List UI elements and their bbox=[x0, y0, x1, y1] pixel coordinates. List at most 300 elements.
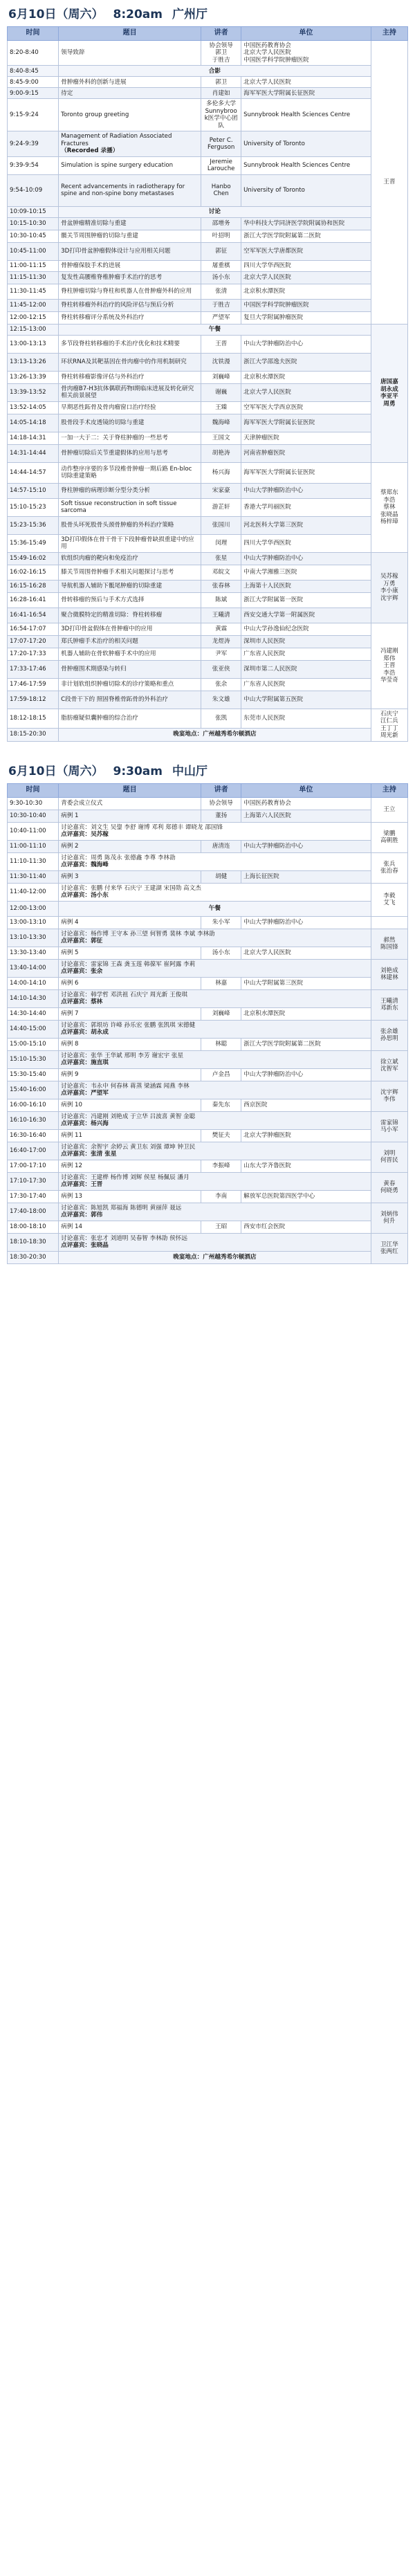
time-cell: 14:31-14:44 bbox=[8, 444, 59, 462]
unit-cell: 中国医学科学院肿瘤医院 bbox=[241, 299, 371, 311]
topic-title: 软组织肉瘤的靶向和免疫治疗 bbox=[61, 555, 138, 563]
topic-cell bbox=[59, 580, 201, 592]
comment-guests: 点评嘉宾：胡永成 bbox=[61, 1029, 109, 1036]
topic-cell bbox=[59, 797, 201, 810]
table-row bbox=[8, 929, 408, 947]
chair-name: 徐立斌 bbox=[380, 1058, 398, 1066]
table-row bbox=[8, 1099, 408, 1111]
topic-cell bbox=[59, 271, 201, 284]
unit-cell: 中山大学肿瘤防治中心 bbox=[241, 916, 371, 929]
topic-title: Recent advancements in radiotherapy for spine and non-spine bony metastases bbox=[61, 183, 185, 198]
unit-cell: 天津肿瘤医院 bbox=[241, 432, 371, 444]
chair-name: 艾飞 bbox=[383, 899, 396, 907]
table-row bbox=[8, 1203, 408, 1221]
unit-cell: 浙江大学邵逸夫医院 bbox=[241, 353, 371, 371]
table-row bbox=[8, 1129, 408, 1142]
unit-cell: 西安市红会医院 bbox=[241, 1221, 371, 1233]
speaker-cell: 张星 bbox=[201, 552, 241, 565]
speaker-cell: 谢巍 bbox=[201, 383, 241, 401]
time-cell: 17:20-17:33 bbox=[8, 648, 59, 660]
topic-cell bbox=[59, 916, 201, 929]
unit-cell: 中山大学肿瘤防治中心 bbox=[241, 1068, 371, 1081]
chair-name: 李毅 bbox=[383, 892, 396, 899]
speaker-cell: 王曦清 bbox=[201, 608, 241, 623]
unit-cell: 北京大学人民医院 bbox=[241, 77, 371, 88]
chair-name: 沈智军 bbox=[380, 1066, 398, 1073]
speaker-cell: 魏海峰 bbox=[201, 414, 241, 432]
unit-cell: 广东省人民医院 bbox=[241, 678, 371, 691]
table-row bbox=[8, 131, 408, 156]
chair-cell bbox=[371, 1081, 407, 1111]
topic-title: 病例 2 bbox=[61, 843, 79, 850]
chair-name: 蔡郑东 bbox=[380, 489, 398, 497]
table-row bbox=[8, 462, 408, 483]
table-row bbox=[8, 989, 408, 1007]
chair-name: 蔡林 bbox=[383, 504, 396, 511]
topic-title: 动作整序序要的多节段椎骨肿瘤一期后路 En-bloc 切除重建策略 bbox=[61, 465, 192, 480]
topic-cell bbox=[59, 371, 201, 383]
chair-name: 雷家锦 bbox=[380, 1119, 398, 1126]
chair-name: 王丁丁 bbox=[380, 724, 398, 732]
table-row bbox=[8, 271, 408, 284]
unit-cell: 北京积水潭医院 bbox=[241, 284, 371, 299]
topic-cell bbox=[59, 131, 201, 156]
chair-name: 黄春 bbox=[383, 1180, 396, 1187]
table-row bbox=[8, 66, 408, 77]
speaker-cell: 刘巍峰 bbox=[201, 1007, 241, 1020]
speaker-cell: 胡健 bbox=[201, 870, 241, 883]
chair-cell bbox=[371, 41, 407, 325]
topic-title: 脊柱转移瘤外科治疗的风险评估与预后分析 bbox=[61, 302, 174, 309]
discussion-guests: 讨论嘉宾：刘文生 吴鋆 李舒 谢博 邓利 郑德丰 谭晓龙 邵国锋 bbox=[61, 823, 223, 831]
chair-cell bbox=[371, 959, 407, 989]
comment-guests: 点评嘉宾：汤小东 bbox=[61, 892, 109, 899]
topic-title: 脂肪瘤疑似囊肿瘤的综合治疗 bbox=[61, 714, 138, 722]
time-cell: 15:49-16:02 bbox=[8, 552, 59, 565]
table-row bbox=[8, 284, 408, 299]
topic-cell bbox=[59, 660, 201, 678]
time-cell: 10:45-11:00 bbox=[8, 242, 59, 260]
session-break: 晚宴地点：广州越秀希尔顿酒店 bbox=[59, 728, 371, 741]
unit-cell: 中山大学附属第五医院 bbox=[241, 691, 371, 709]
chair-name: 李亚平 bbox=[380, 393, 398, 401]
chair-name: 李浩 bbox=[383, 669, 396, 677]
time-cell: 14:40-15:00 bbox=[8, 1020, 59, 1038]
time-cell: 16:30-16:40 bbox=[8, 1129, 59, 1142]
topic-title: 股骨段手术皮透镜的切除与重建 bbox=[61, 419, 145, 427]
discussion-cell bbox=[59, 1142, 371, 1160]
time-cell: 14:30-14:40 bbox=[8, 1007, 59, 1020]
discussion-guests: 讨论嘉宾：韦永中 何春林 蒋蒸 梁涵霖 闻燕 李林 bbox=[61, 1082, 190, 1090]
discussion-guests: 讨论嘉宾：王建桦 杨作博 刘辉 侯星 杨佩辰 潘月 bbox=[61, 1173, 190, 1181]
topic-cell bbox=[59, 1160, 201, 1172]
discussion-guests: 讨论嘉宾：冯建刚 刘艳成 于立华 吕波喜 黄智 金聪 bbox=[61, 1113, 196, 1120]
topic-title: 骨肿瘤外科的创新与进展 bbox=[61, 78, 127, 86]
table-row bbox=[8, 1233, 408, 1251]
chair-name: 石庆宁 bbox=[380, 710, 398, 718]
table-row bbox=[8, 1221, 408, 1233]
session-title bbox=[7, 757, 408, 783]
topic-title: 病例 11 bbox=[61, 1132, 82, 1140]
time-cell: 18:12-18:15 bbox=[8, 709, 59, 728]
chair-name: 王晋 bbox=[383, 662, 396, 670]
chair-name: 李伟 bbox=[383, 1096, 396, 1104]
topic-title: 病例 1 bbox=[61, 812, 79, 820]
topic-title: Soft tissue reconstruction in soft tissue sarcoma bbox=[61, 500, 177, 515]
table-row bbox=[8, 1068, 408, 1081]
chair-name: 林建林 bbox=[380, 974, 398, 982]
time-cell: 15:10-15:30 bbox=[8, 1050, 59, 1068]
time-cell: 17:07-17:20 bbox=[8, 635, 59, 648]
table-header-row bbox=[8, 783, 408, 797]
topic-cell bbox=[59, 678, 201, 691]
chair-name: 周光新 bbox=[380, 732, 398, 740]
topic-title: 骨盆肿瘤精准切除与重建 bbox=[61, 220, 127, 228]
table-row bbox=[8, 444, 408, 462]
speaker-cell: 于胜吉 bbox=[201, 299, 241, 311]
chair-cell bbox=[371, 709, 407, 741]
time-cell: 15:00-15:10 bbox=[8, 1038, 59, 1050]
unit-cell: 西安交通大学第一附属医院 bbox=[241, 608, 371, 623]
session-break: 合影 bbox=[59, 66, 371, 77]
topic-cell bbox=[59, 88, 201, 99]
discussion-cell bbox=[59, 883, 371, 901]
session-title bbox=[7, 0, 408, 26]
chair-name: 刘艳成 bbox=[380, 967, 398, 974]
chair-cell bbox=[371, 1020, 407, 1050]
agenda-page bbox=[0, 0, 415, 1264]
unit-cell: 华中科技大学同济医学院附属协和医院 bbox=[241, 217, 371, 230]
time-cell: 9:54-10:09 bbox=[8, 174, 59, 206]
time-cell: 11:00-11:10 bbox=[8, 840, 59, 852]
table-row bbox=[8, 883, 408, 901]
speaker-cell: 邵增务 bbox=[201, 217, 241, 230]
column-header: 单位 bbox=[241, 27, 371, 41]
chair-name: 梁鹏 bbox=[383, 830, 396, 837]
discussion-cell bbox=[59, 1020, 371, 1038]
topic-cell bbox=[59, 810, 201, 822]
time-cell: 13:40-14:00 bbox=[8, 959, 59, 977]
unit-cell: 浙江大学医学院附属第二医院 bbox=[241, 230, 371, 242]
time-cell: 10:40-11:00 bbox=[8, 822, 59, 840]
time-cell: 15:30-15:40 bbox=[8, 1068, 59, 1081]
speaker-cell: 张余 bbox=[201, 678, 241, 691]
table-row bbox=[8, 414, 408, 432]
topic-title: 环状RNA及其靶基因在骨肉瘤中的作用机制研究 bbox=[61, 358, 187, 366]
topic-title: 3D打印骨盆假体在骨肿瘤中的应用 bbox=[61, 625, 153, 633]
topic-cell bbox=[59, 401, 201, 414]
unit-cell: 中山大学孙逸仙纪念医院 bbox=[241, 623, 371, 635]
table-row bbox=[8, 840, 408, 852]
time-cell: 17:59-18:12 bbox=[8, 691, 59, 709]
speaker-cell: 协会领导 郭卫 于胜吉 bbox=[201, 41, 241, 66]
time-cell: 16:41-16:54 bbox=[8, 608, 59, 623]
topic-title: 3D打印假体在骨干骨干下段肿瘤骨缺损重建中的应用 bbox=[61, 536, 194, 551]
time-cell: 16:54-17:07 bbox=[8, 623, 59, 635]
topic-title: Toronto group greeting bbox=[61, 111, 129, 119]
time-cell: 11:10-11:30 bbox=[8, 852, 59, 870]
chair-name: 李浩 bbox=[383, 496, 396, 504]
speaker-cell: 李振峰 bbox=[201, 1160, 241, 1172]
chair-name: 王曦清 bbox=[380, 997, 398, 1005]
speaker-cell: Hanbo Chen bbox=[201, 174, 241, 206]
time-cell: 11:00-11:15 bbox=[8, 260, 59, 271]
chair-name: 卫江华 bbox=[380, 1241, 398, 1248]
column-header: 讲者 bbox=[201, 783, 241, 797]
time-cell: 10:15-10:30 bbox=[8, 217, 59, 230]
comment-guests: 点评嘉宾：杨兴海 bbox=[61, 1120, 109, 1128]
time-cell: 11:45-12:00 bbox=[8, 299, 59, 311]
table-row bbox=[8, 870, 408, 883]
table-row bbox=[8, 311, 408, 324]
discussion-cell bbox=[59, 959, 371, 977]
unit-cell: 中南大学湘雅三医院 bbox=[241, 565, 371, 580]
comment-guests: 点评嘉宾：张余 bbox=[61, 968, 103, 976]
time-cell: 18:30-20:30 bbox=[8, 1251, 59, 1263]
chair-name: 张余雄 bbox=[380, 1027, 398, 1035]
table-row bbox=[8, 1111, 408, 1129]
table-header-row bbox=[8, 27, 408, 41]
discussion-guests: 讨论嘉宾：韩学哲 邓洪祖 石庆宁 周光新 王俊琪 bbox=[61, 991, 187, 998]
discussion-guests: 讨论嘉宾：周勇 陈茂永 张德鑫 李尊 李林劭 bbox=[61, 854, 176, 861]
column-header: 讲者 bbox=[201, 27, 241, 41]
table-row bbox=[8, 1007, 408, 1020]
topic-title: 早期恶性跖骨及骨肉瘤窗口治疗经验 bbox=[61, 404, 156, 412]
table-row bbox=[8, 1050, 408, 1068]
time-cell: 16:00-16:10 bbox=[8, 1099, 59, 1111]
discussion-cell bbox=[59, 852, 371, 870]
column-header: 时间 bbox=[8, 783, 59, 797]
column-header: 主持 bbox=[371, 783, 407, 797]
time-cell: 13:00-13:13 bbox=[8, 335, 59, 353]
topic-title: 脊柱转移瘤影像评估与外科治疗 bbox=[61, 374, 145, 381]
table-row bbox=[8, 516, 408, 534]
comment-guests: 点评嘉宾：蔡林 bbox=[61, 998, 103, 1006]
comment-guests: 点评嘉宾：吴苏稼 bbox=[61, 831, 109, 839]
chair-cell bbox=[371, 324, 407, 462]
speaker-cell: 王晋 bbox=[201, 335, 241, 353]
topic-title: 病例 3 bbox=[61, 873, 79, 881]
topic-cell bbox=[59, 335, 201, 353]
topic-cell bbox=[59, 840, 201, 852]
topic-cell bbox=[59, 217, 201, 230]
time-cell: 10:30-10:40 bbox=[8, 810, 59, 822]
speaker-cell: 多伦多大学 Sunnybrook医学中心团队 bbox=[201, 99, 241, 131]
chair-cell bbox=[371, 822, 407, 852]
table-row bbox=[8, 156, 408, 174]
unit-cell: 东莞市人民医院 bbox=[241, 709, 371, 728]
table-row bbox=[8, 99, 408, 131]
speaker-cell: 朱文雄 bbox=[201, 691, 241, 709]
chair-name: 何升 bbox=[383, 1218, 396, 1225]
speaker-cell: 肖建如 bbox=[201, 88, 241, 99]
table-row bbox=[8, 592, 408, 608]
session-break: 晚宴地点：广州越秀希尔顿酒店 bbox=[59, 1251, 371, 1263]
unit-cell: 中国医药教育协会 北京大学人民医院 中国医学科学院肿瘤医院 bbox=[241, 41, 371, 66]
chair-cell bbox=[371, 916, 407, 929]
session-break: 午餐 bbox=[59, 901, 371, 916]
comment-guests: 点评嘉宾：魏海峰 bbox=[61, 861, 109, 869]
topic-cell bbox=[59, 383, 201, 401]
table-row bbox=[8, 498, 408, 516]
discussion-cell bbox=[59, 822, 371, 840]
time-cell: 9:24-9:39 bbox=[8, 131, 59, 156]
table-row bbox=[8, 335, 408, 353]
topic-title: 导航机器人辅助下骶尾肿瘤的切除重建 bbox=[61, 583, 163, 590]
topic-cell bbox=[59, 1221, 201, 1233]
topic-title: 一加一大于二：关于脊柱肿瘤的一些思考 bbox=[61, 435, 168, 442]
table-row bbox=[8, 1020, 408, 1038]
table-row bbox=[8, 1251, 408, 1263]
unit-cell: University of Toronto bbox=[241, 174, 371, 206]
topic-title: 骨肉瘤B7-H3抗体偶联药物I期临床进展及转化研究相关前景展望 bbox=[61, 385, 194, 400]
speaker-cell: 陈斌 bbox=[201, 592, 241, 608]
chair-name: 孙思明 bbox=[380, 1035, 398, 1043]
table-row bbox=[8, 565, 408, 580]
chair-name: 李小康 bbox=[380, 587, 398, 595]
table-row bbox=[8, 959, 408, 977]
time-cell: 13:26-13:39 bbox=[8, 371, 59, 383]
topic-title: 脊柱肿瘤切除与脊柱和机器人在骨肿瘤外科的应用 bbox=[61, 288, 192, 295]
table-row bbox=[8, 580, 408, 592]
topic-title: 聚合微膜特定的精准切除：脊柱转移瘤 bbox=[61, 612, 163, 619]
topic-cell bbox=[59, 260, 201, 271]
table-row bbox=[8, 230, 408, 242]
discussion-guests: 讨论嘉宾：张华 王华斌 邢明 李芳 谢宏宇 张星 bbox=[61, 1052, 184, 1059]
topic-title: 髋关节周围肿瘤的切除与重建 bbox=[61, 232, 138, 240]
speaker-cell: 樊征夫 bbox=[201, 1129, 241, 1142]
time-cell: 17:10-17:30 bbox=[8, 1172, 59, 1190]
unit-cell: 北京大学人民医院 bbox=[241, 271, 371, 284]
unit-cell: 浙江大学医学院附属第二医院 bbox=[241, 1038, 371, 1050]
unit-cell: 中山大学肿瘤防治中心 bbox=[241, 840, 371, 852]
chair-name: 张治春 bbox=[380, 868, 398, 875]
topic-title: 膝关节周围骨肿瘤手术相关问题探讨与思考 bbox=[61, 569, 174, 576]
speaker-cell: 尹军 bbox=[201, 648, 241, 660]
table-row bbox=[8, 206, 408, 217]
chair-cell bbox=[371, 1111, 407, 1142]
topic-title: 3D打印骨盆肿瘤假体设计与应用相关问题 bbox=[61, 248, 171, 255]
table-row bbox=[8, 608, 408, 623]
topic-cell bbox=[59, 414, 201, 432]
chair-name: 万勇 bbox=[383, 580, 396, 587]
topic-cell bbox=[59, 516, 201, 534]
topic-title: 复发性高腰椎脊椎肿瘤手术治疗的思考 bbox=[61, 274, 163, 282]
topic-title: 骨肿瘤围术期感染与转归 bbox=[61, 666, 127, 673]
topic-title: 多节段脊柱转移瘤的手术治疗优化和技术精要 bbox=[61, 340, 180, 348]
session-date: 6月10日（周六） bbox=[8, 764, 104, 778]
time-cell: 12:00-13:00 bbox=[8, 901, 59, 916]
topic-cell bbox=[59, 552, 201, 565]
topic-cell bbox=[59, 99, 201, 131]
chair-cell bbox=[371, 797, 407, 822]
time-cell: 13:39-13:52 bbox=[8, 383, 59, 401]
comment-guests: 点评嘉宾：郭伟 bbox=[61, 1212, 103, 1219]
unit-cell: 海军军医大学附属长征医院 bbox=[241, 414, 371, 432]
discussion-cell bbox=[59, 1111, 371, 1129]
unit-cell: 四川大学华西医院 bbox=[241, 534, 371, 552]
chair-cell bbox=[371, 1050, 407, 1081]
chair-cell bbox=[371, 883, 407, 916]
time-cell: 11:40-12:00 bbox=[8, 883, 59, 901]
unit-cell: 浙江大学附属第一医院 bbox=[241, 592, 371, 608]
unit-cell: Sunnybrook Health Sciences Centre bbox=[241, 156, 371, 174]
table-row bbox=[8, 41, 408, 66]
unit-cell: 上海第十人民医院 bbox=[241, 580, 371, 592]
unit-cell: 海军军医大学附属长征医院 bbox=[241, 462, 371, 483]
speaker-cell: 张清 bbox=[201, 284, 241, 299]
unit-cell: 深圳市第二人民医院 bbox=[241, 660, 371, 678]
topic-cell bbox=[59, 870, 201, 883]
unit-cell: 香港大学玛丽医院 bbox=[241, 498, 371, 516]
table-row bbox=[8, 324, 408, 335]
topic-cell bbox=[59, 947, 201, 959]
speaker-cell: 游芷轩 bbox=[201, 498, 241, 516]
column-header: 主持 bbox=[371, 27, 407, 41]
unit-cell: 解放军总医院第四医学中心 bbox=[241, 1190, 371, 1203]
topic-title: 股骨头坏死股骨头颈骨肿瘤的外科治疗策略 bbox=[61, 522, 174, 529]
table-row bbox=[8, 852, 408, 870]
table-row bbox=[8, 88, 408, 99]
table-row bbox=[8, 483, 408, 498]
agenda-table bbox=[7, 26, 408, 742]
table-row bbox=[8, 1160, 408, 1172]
table-row bbox=[8, 648, 408, 660]
speaker-cell: 卢金昌 bbox=[201, 1068, 241, 1081]
topic-cell bbox=[59, 1007, 201, 1020]
time-cell: 13:00-13:10 bbox=[8, 916, 59, 929]
comment-guests: 点评嘉宾：郭征 bbox=[61, 938, 103, 945]
table-row bbox=[8, 217, 408, 230]
time-cell: 15:23-15:36 bbox=[8, 516, 59, 534]
speaker-cell: 张亚侠 bbox=[201, 660, 241, 678]
topic-title: 病例 6 bbox=[61, 980, 79, 987]
time-cell: 13:30-13:40 bbox=[8, 947, 59, 959]
speaker-cell: 朱小军 bbox=[201, 916, 241, 929]
chair-cell bbox=[371, 623, 407, 709]
discussion-cell bbox=[59, 1203, 371, 1221]
speaker-cell: 郭征 bbox=[201, 242, 241, 260]
topic-cell bbox=[59, 1038, 201, 1050]
topic-title: 病例 7 bbox=[61, 1010, 79, 1018]
topic-title: Management of Radiation Associated Fractures bbox=[61, 133, 172, 147]
topic-cell bbox=[59, 709, 201, 728]
topic-title: 骨肿瘤切除后关节重建假体的应用与思考 bbox=[61, 450, 168, 457]
chair-name: 周勇 bbox=[383, 400, 396, 408]
discussion-cell bbox=[59, 989, 371, 1007]
speaker-cell: 唐清连 bbox=[201, 840, 241, 852]
time-cell: 8:20-8:40 bbox=[8, 41, 59, 66]
time-cell: 15:40-16:00 bbox=[8, 1081, 59, 1099]
chair-name: 沈宇辉 bbox=[380, 1088, 398, 1096]
time-cell: 9:30-10:30 bbox=[8, 797, 59, 810]
topic-cell bbox=[59, 635, 201, 648]
chair-name: 唐国嘉 bbox=[380, 378, 398, 386]
topic-title: 非计划软组织肿瘤切除术的诊疗策略和重点 bbox=[61, 681, 174, 688]
time-cell: 9:00-9:15 bbox=[8, 88, 59, 99]
time-cell: 12:15-13:00 bbox=[8, 324, 59, 335]
time-cell: 11:30-11:40 bbox=[8, 870, 59, 883]
time-cell: 16:28-16:41 bbox=[8, 592, 59, 608]
time-cell: 9:15-9:24 bbox=[8, 99, 59, 131]
topic-title: 机器人辅助在骨软肿瘤手术中的应用 bbox=[61, 650, 156, 658]
sessions bbox=[7, 0, 408, 1264]
unit-cell: 中山大学肿瘤防治中心 bbox=[241, 552, 371, 565]
speaker-cell: 汤小东 bbox=[201, 271, 241, 284]
speaker-cell: 沈铁漫 bbox=[201, 353, 241, 371]
time-cell: 13:10-13:30 bbox=[8, 929, 59, 947]
topic-cell bbox=[59, 242, 201, 260]
